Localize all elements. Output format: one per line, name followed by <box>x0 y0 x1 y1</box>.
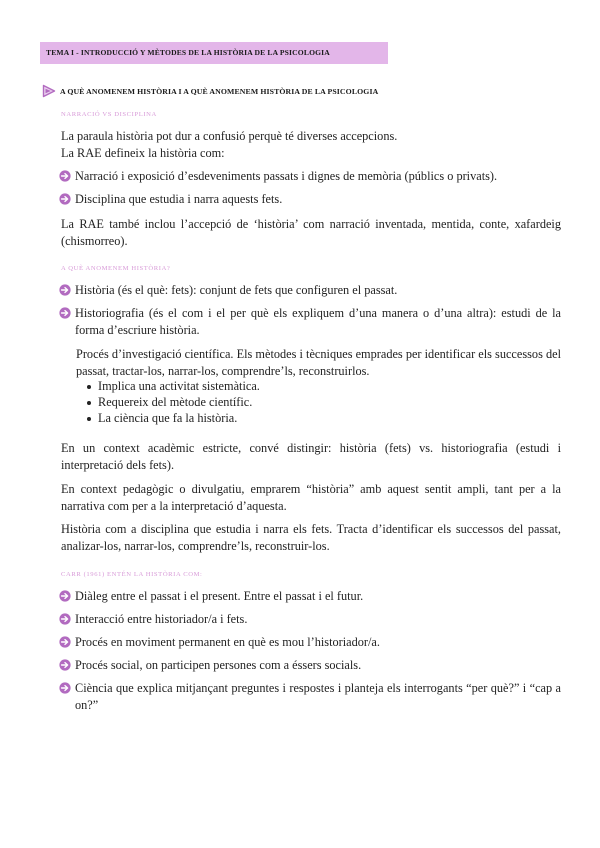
list-item-text: Disciplina que estudia i narra aquests fets. <box>75 192 283 206</box>
chapter-banner <box>40 42 388 64</box>
list-item <box>59 680 561 714</box>
list-item <box>59 611 561 628</box>
circle-arrow-icon <box>59 682 71 694</box>
dot-list-item-text: Implica una activitat sistemàtica. <box>98 379 260 393</box>
paragraph: La RAE defineix la història com: <box>61 146 225 160</box>
bullet-dot-icon <box>87 417 91 421</box>
list-item-text: Interacció entre historiador/a i fets. <box>75 612 248 626</box>
paragraph-proces: Procés d’investigació científica. Els mètodes i tècniques emprades per identificar els successos del passat, tractar-los, narrar-los, comprendre’ls, reconstruirlos. <box>76 347 561 378</box>
bullet-dot-icon <box>87 385 91 389</box>
dot-list-item-text: La ciència que fa la història. <box>98 411 238 425</box>
list-item-text: Narració i exposició d’esdeveniments passats i dignes de memòria (públics o privats). <box>75 169 498 183</box>
dot-list-item <box>86 378 260 394</box>
paragraph: En un context acadèmic estricte, convé distingir: història (fets) vs. historiografia (estudi i interpretació dels fets). <box>61 441 561 472</box>
paragraph: La RAE també inclou l’accepció de ‘història’ com narració inventada, mentida, conte, xafardeig (chismorreo). <box>61 217 561 248</box>
section-heading-text: A QUÈ ANOMENEM HISTÒRIA I A QUÈ ANOMENEM HISTÒRIA DE LA PSICOLOGIA <box>60 86 379 96</box>
dot-list-item-text: Requereix del mètode científic. <box>98 395 253 409</box>
dot-list <box>86 378 260 426</box>
section-heading <box>42 84 378 98</box>
list-item <box>59 588 561 605</box>
circle-arrow-icon <box>59 659 71 671</box>
list-item <box>59 168 561 185</box>
paragraph: La paraula història pot dur a confusió perquè té diverses accepcions. <box>61 129 398 143</box>
paragraph: En context pedagògic o divulgatiu, emprarem “història” amb aquest sentit ampli, tant per a la narrativa com per a la interpretació d’aquesta. <box>61 482 561 513</box>
list-item <box>59 305 561 339</box>
circle-arrow-icon <box>59 590 71 602</box>
list-item <box>59 657 561 674</box>
circle-arrow-icon <box>59 284 71 296</box>
list-item-text: Procés en moviment permanent en què es mou l’historiador/a. <box>75 635 380 649</box>
list-item-text: Procés social, on participen persones com a éssers socials. <box>75 658 362 672</box>
chapter-title: TEMA I - INTRODUCCIÓ Y MÈTODES DE LA HISTÒRIA DE LA PSICOLOGIA <box>46 48 330 57</box>
circle-arrow-icon <box>59 193 71 205</box>
circle-arrow-icon <box>59 307 71 319</box>
subheading-anomenem: A QUÈ ANOMENEM HISTÒRIA? <box>61 265 171 272</box>
paragraph: Història com a disciplina que estudia i narra els fets. Tracta d’identificar els successos del passat, analizar-los, narrar-los, comprendre’ls, reconstruir-los. <box>61 522 561 553</box>
list-item-text: Ciència que explica mitjançant preguntes i respostes i planteja els interrogants “per què?” i “cap a on?” <box>75 681 561 712</box>
subheading-narracio: NARRACIÓ VS DISCIPLINA <box>61 111 157 118</box>
circle-arrow-icon <box>59 170 71 182</box>
list-item-text: Història (és el què: fets): conjunt de fets que configuren el passat. <box>75 283 398 297</box>
list-item <box>59 282 561 299</box>
circle-arrow-icon <box>59 613 71 625</box>
list-item <box>59 634 561 651</box>
list-item <box>59 191 561 208</box>
bullet-dot-icon <box>87 401 91 405</box>
list-item-text: Diàleg entre el passat i el present. Entre el passat i el futur. <box>75 589 364 603</box>
triangle-arrow-icon <box>42 84 56 98</box>
dot-list-item <box>86 394 260 410</box>
dot-list-item <box>86 410 260 426</box>
circle-arrow-icon <box>59 636 71 648</box>
list-item-text: Historiografia (és el com i el per què els expliquem d’una manera o d’una altra): estudi de la forma d’escriure història. <box>75 306 561 337</box>
subheading-carr: CARR (1961) ENTÉN LA HISTÒRIA COM: <box>61 571 203 578</box>
